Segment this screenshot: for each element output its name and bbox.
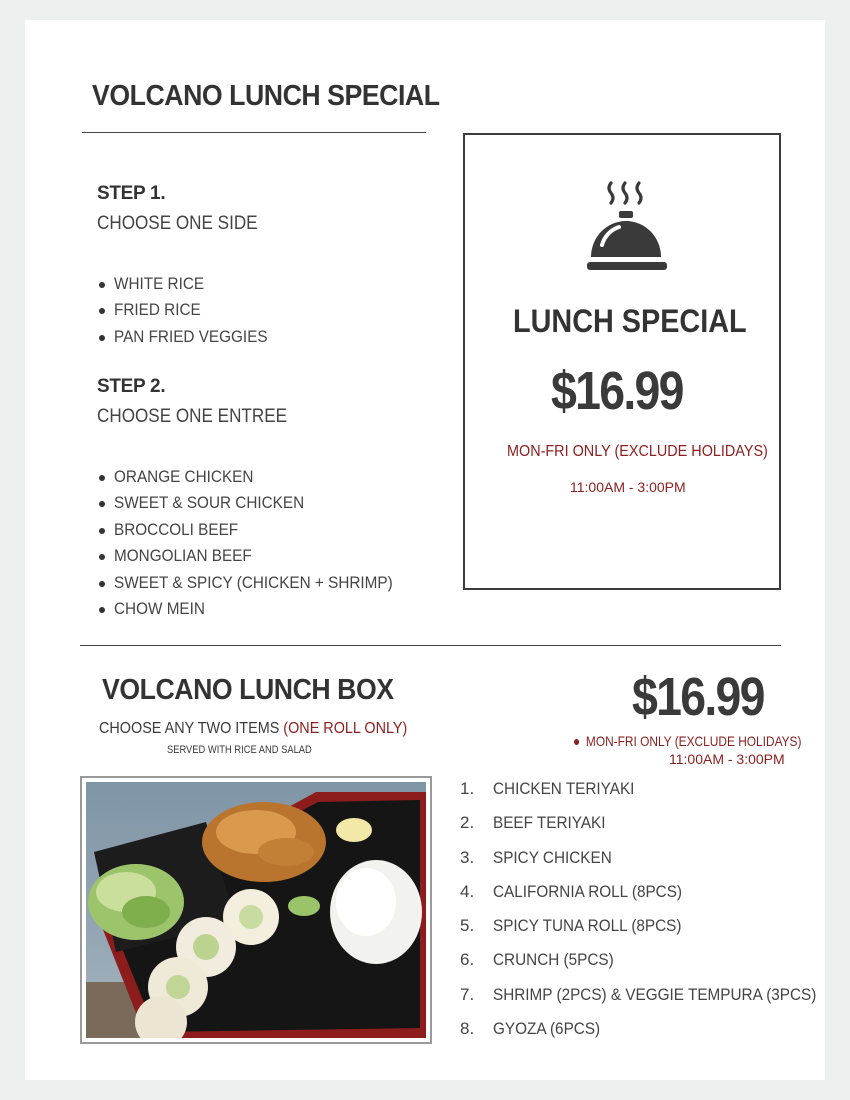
served-with-note: SERVED WITH RICE AND SALAD (167, 744, 312, 756)
menu-page (25, 20, 825, 1080)
list-item: 3. SPICY CHICKEN (460, 847, 612, 867)
entree-options-list (97, 464, 424, 622)
lunch-box-availability (574, 733, 801, 749)
serving-cloche-icon (585, 179, 669, 284)
side-options-list (97, 271, 285, 350)
list-item: SWEET & SPICY (CHICKEN + SHRIMP) (97, 570, 424, 596)
special-price: $16.99 (551, 361, 683, 421)
list-item: CHOW MEIN (97, 596, 424, 622)
availability-text: MON-FRI ONLY (EXCLUDE HOLIDAYS) (585, 733, 802, 749)
list-item: 1. CHICKEN TERIYAKI (460, 779, 635, 798)
list-item: FRIED RICE (97, 297, 285, 323)
list-item: MONGOLIAN BEEF (97, 543, 424, 569)
list-item: SWEET & SOUR CHICKEN (97, 490, 424, 516)
bullet-dot (574, 739, 579, 745)
box-title: LUNCH SPECIAL (513, 303, 747, 339)
lunch-special-title: VOLCANO LUNCH SPECIAL (92, 80, 440, 112)
special-availability: MON-FRI ONLY (EXCLUDE HOLIDAYS) (507, 443, 768, 460)
list-item: 7. SHRIMP (2PCS) & VEGGIE TEMPURA (3PCS) (460, 984, 817, 1004)
list-item: BROCCOLI BEEF (97, 517, 424, 543)
instructions-note: (ONE ROLL ONLY) (283, 720, 408, 737)
instructions-text: CHOOSE ANY TWO ITEMS (99, 720, 280, 737)
list-item: 4. CALIFORNIA ROLL (8PCS) (460, 881, 683, 901)
section-divider (80, 645, 781, 646)
step2-heading: STEP 2. (97, 376, 166, 397)
list-item: 2. BEEF TERIYAKI (460, 813, 606, 833)
step1-heading: STEP 1. (97, 183, 166, 204)
lunch-box-hours: 11:00AM - 3:00PM (669, 751, 785, 767)
lunch-special-box (463, 133, 781, 590)
bento-image (86, 782, 426, 1038)
bento-photo (80, 776, 432, 1044)
lunch-box-price: $16.99 (632, 667, 764, 727)
list-item: 5. SPICY TUNA ROLL (8PCS) (460, 916, 682, 936)
lunch-box-instructions (99, 720, 407, 738)
lunch-box-items-list (460, 774, 850, 1048)
list-item: PAN FRIED VEGGIES (97, 324, 285, 350)
list-item: WHITE RICE (97, 271, 285, 297)
list-item: 6. CRUNCH (5PCS) (460, 950, 614, 970)
title-divider (82, 132, 426, 133)
lunch-box-title: VOLCANO LUNCH BOX (102, 674, 394, 706)
step2-subheading: CHOOSE ONE ENTREE (97, 406, 288, 427)
step1-subheading: CHOOSE ONE SIDE (97, 213, 258, 234)
special-hours: 11:00AM - 3:00PM (570, 479, 686, 495)
list-item: 8. GYOZA (6PCS) (460, 1019, 601, 1039)
list-item: ORANGE CHICKEN (97, 464, 424, 490)
